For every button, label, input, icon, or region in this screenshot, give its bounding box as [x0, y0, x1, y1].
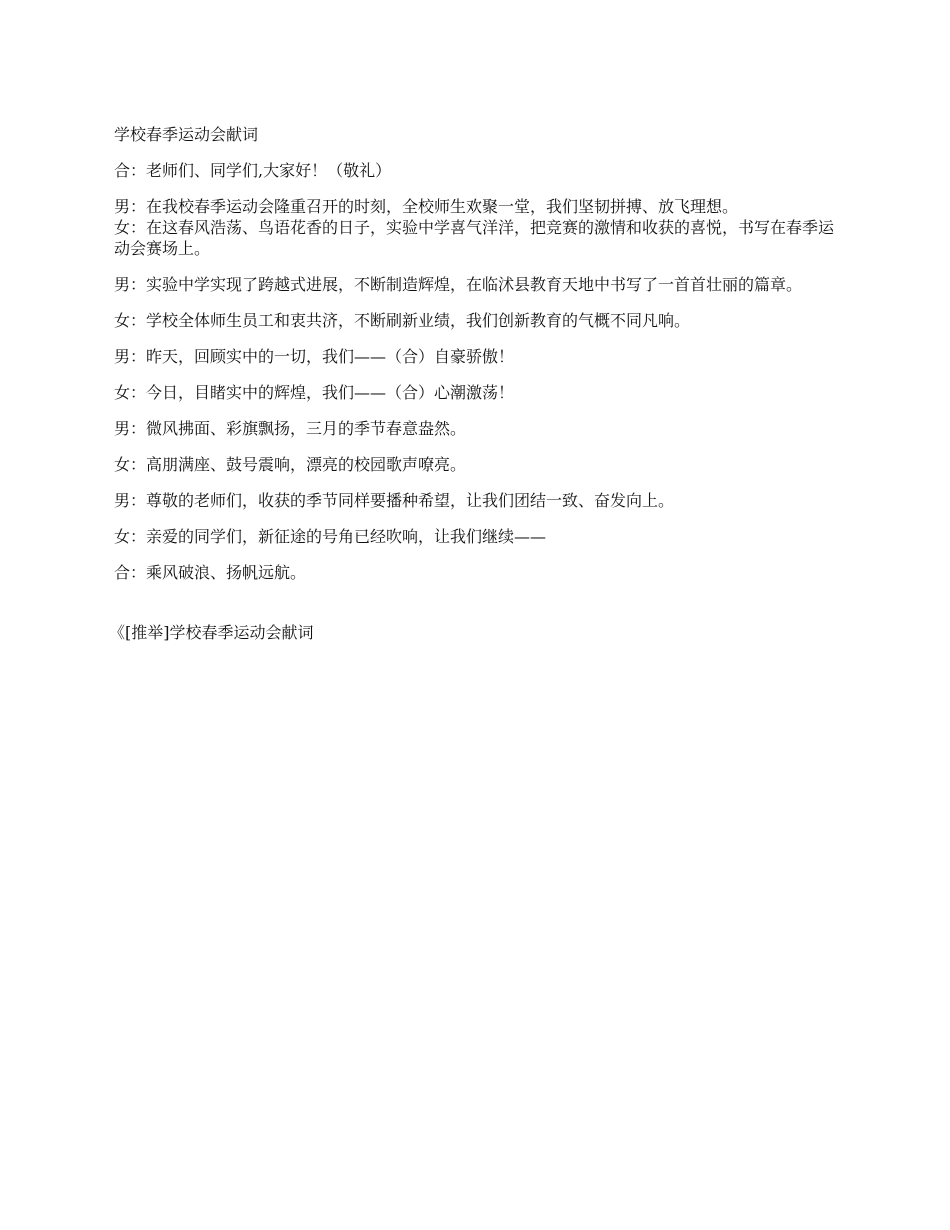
- paragraph-female-4: 女：高朋满座、鼓号震响，漂亮的校园歌声嘹亮。: [114, 455, 467, 474]
- paragraph-female-1: 女：在这春风浩荡、鸟语花香的日子，实验中学喜气洋洋，把竞赛的激情和收获的喜悦，书写在春季运动会赛场上。: [114, 218, 835, 258]
- paragraph-male-1: 男：在我校春季运动会隆重召开的时刻，全校师生欢聚一堂，我们坚韧拼搏、放飞理想。: [114, 197, 739, 216]
- paragraph-together-closing: 合：乘风破浪、扬帆远航。: [114, 563, 307, 582]
- document-title: 学校春季运动会献词: [114, 125, 259, 144]
- paragraph-greeting: 合：老师们、同学们,大家好！（敬礼）: [114, 161, 392, 180]
- paragraph-male-2: 男：实验中学实现了跨越式进展，不断制造辉煌，在临沭县教育天地中书写了一首首壮丽的篇章。: [114, 275, 803, 294]
- paragraph-female-3: 女：今日，目睹实中的辉煌，我们——（合）心潮激荡！: [114, 383, 515, 402]
- document-body: [114, 124, 844, 598]
- paragraph-male-5: 男：尊敬的老师们，收获的季节同样要播种希望，让我们团结一致、奋发向上。: [114, 491, 675, 510]
- paragraph-male-3: 男：昨天，回顾实中的一切，我们——（合）自豪骄傲！: [114, 347, 515, 366]
- paragraph-female-5: 女：亲爱的同学们，新征途的号角已经吹响，让我们继续——: [114, 527, 547, 546]
- footer-title: 《[推举]学校春季运动会献词: [109, 623, 314, 642]
- paragraph-female-2: 女：学校全体师生员工和衷共济，不断刷新业绩，我们创新教育的气概不同凡响。: [114, 311, 691, 330]
- paragraph-male-4: 男：微风拂面、彩旗飘扬，三月的季节春意盎然。: [114, 419, 467, 438]
